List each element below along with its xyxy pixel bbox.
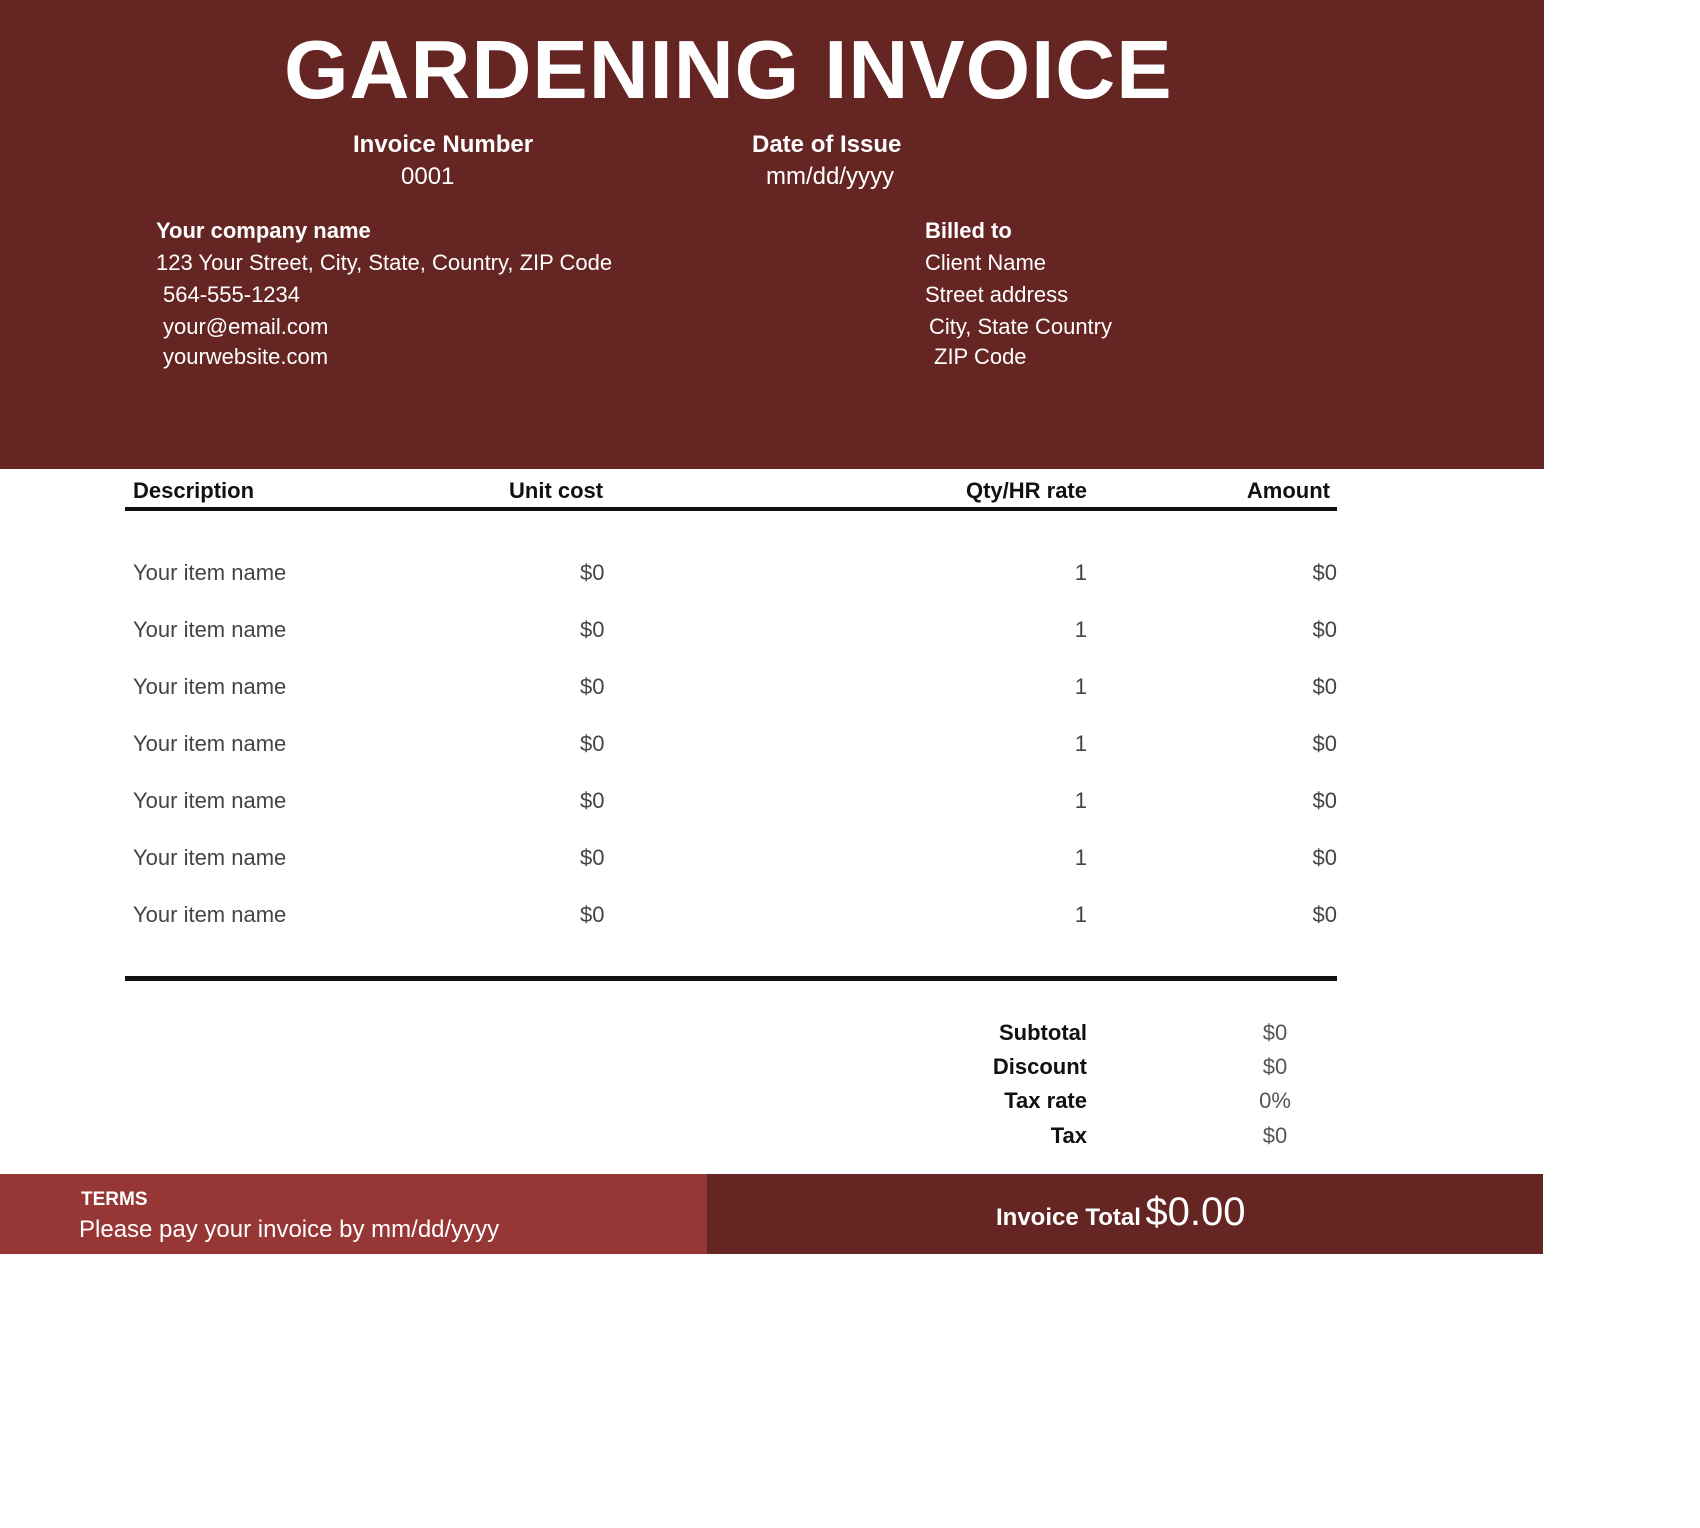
company-phone[interactable]: 564-555-1234	[163, 282, 301, 307]
item-description[interactable]: Your item name	[133, 731, 287, 756]
invoice-header	[0, 0, 1544, 469]
table-row	[0, 845, 1400, 875]
date-of-issue-label: Date of Issue	[752, 131, 902, 158]
discount-value[interactable]: $0	[1262, 1054, 1288, 1079]
item-qty[interactable]: 1	[1074, 845, 1087, 870]
table-row	[0, 788, 1400, 818]
invoice-number-value[interactable]: 0001	[401, 163, 455, 190]
item-unit-cost[interactable]: $0	[580, 731, 605, 756]
item-amount: $0	[1312, 845, 1337, 870]
tax-rate-value[interactable]: 0%	[1259, 1088, 1291, 1113]
client-street[interactable]: Street address	[925, 282, 1069, 307]
client-zip[interactable]: ZIP Code	[934, 344, 1027, 369]
terms-text[interactable]: Please pay your invoice by mm/dd/yyyy	[79, 1216, 500, 1243]
table-row	[0, 902, 1400, 932]
client-name[interactable]: Client Name	[925, 250, 1047, 275]
table-bottom-divider	[125, 976, 1337, 981]
table-row	[0, 731, 1400, 761]
item-description[interactable]: Your item name	[133, 674, 287, 699]
item-qty[interactable]: 1	[1074, 617, 1087, 642]
item-amount: $0	[1312, 731, 1337, 756]
item-unit-cost[interactable]: $0	[580, 845, 605, 870]
item-amount: $0	[1312, 902, 1337, 927]
invoice-total-bar	[707, 1174, 1543, 1254]
item-unit-cost[interactable]: $0	[580, 788, 605, 813]
item-description[interactable]: Your item name	[133, 560, 287, 585]
company-name[interactable]: Your company name	[156, 218, 371, 243]
client-city[interactable]: City, State Country	[929, 314, 1112, 339]
column-header-unit-cost: Unit cost	[509, 478, 604, 503]
terms-label: TERMS	[81, 1189, 148, 1210]
item-unit-cost[interactable]: $0	[580, 617, 605, 642]
billed-to-label: Billed to	[925, 218, 1012, 243]
column-header-description: Description	[133, 478, 255, 503]
item-qty[interactable]: 1	[1074, 788, 1087, 813]
invoice-number-label: Invoice Number	[353, 131, 534, 158]
tax-value: $0	[1262, 1123, 1288, 1148]
company-website[interactable]: yourwebsite.com	[163, 344, 329, 369]
table-row	[0, 617, 1400, 647]
subtotal-value: $0	[1262, 1020, 1288, 1045]
item-description[interactable]: Your item name	[133, 902, 287, 927]
item-unit-cost[interactable]: $0	[580, 560, 605, 585]
item-description[interactable]: Your item name	[133, 845, 287, 870]
item-qty[interactable]: 1	[1074, 560, 1087, 585]
discount-label: Discount	[992, 1054, 1087, 1079]
table-row	[0, 560, 1400, 590]
invoice-total-label: Invoice Total	[996, 1204, 1141, 1231]
item-unit-cost[interactable]: $0	[580, 902, 605, 927]
item-unit-cost[interactable]: $0	[580, 674, 605, 699]
item-amount: $0	[1312, 560, 1337, 585]
company-address[interactable]: 123 Your Street, City, State, Country, ZIP Code	[156, 250, 613, 275]
item-amount: $0	[1312, 674, 1337, 699]
page-title: GARDENING INVOICE	[284, 23, 1173, 116]
tax-rate-label: Tax rate	[1004, 1088, 1087, 1113]
item-qty[interactable]: 1	[1074, 902, 1087, 927]
item-amount: $0	[1312, 788, 1337, 813]
tax-label: Tax	[1050, 1123, 1087, 1148]
header-divider	[125, 507, 1337, 511]
table-row	[0, 674, 1400, 704]
column-header-qty: Qty/HR rate	[965, 478, 1087, 503]
terms-bar	[0, 1174, 707, 1254]
item-description[interactable]: Your item name	[133, 788, 287, 813]
subtotal-label: Subtotal	[999, 1020, 1087, 1045]
item-qty[interactable]: 1	[1074, 731, 1087, 756]
column-header-amount: Amount	[1246, 478, 1330, 503]
invoice-total-value: $0.00	[1145, 1190, 1246, 1234]
item-qty[interactable]: 1	[1074, 674, 1087, 699]
date-of-issue-value[interactable]: mm/dd/yyyy	[766, 163, 895, 190]
item-description[interactable]: Your item name	[133, 617, 287, 642]
item-amount: $0	[1312, 617, 1337, 642]
company-email[interactable]: your@email.com	[163, 314, 329, 339]
